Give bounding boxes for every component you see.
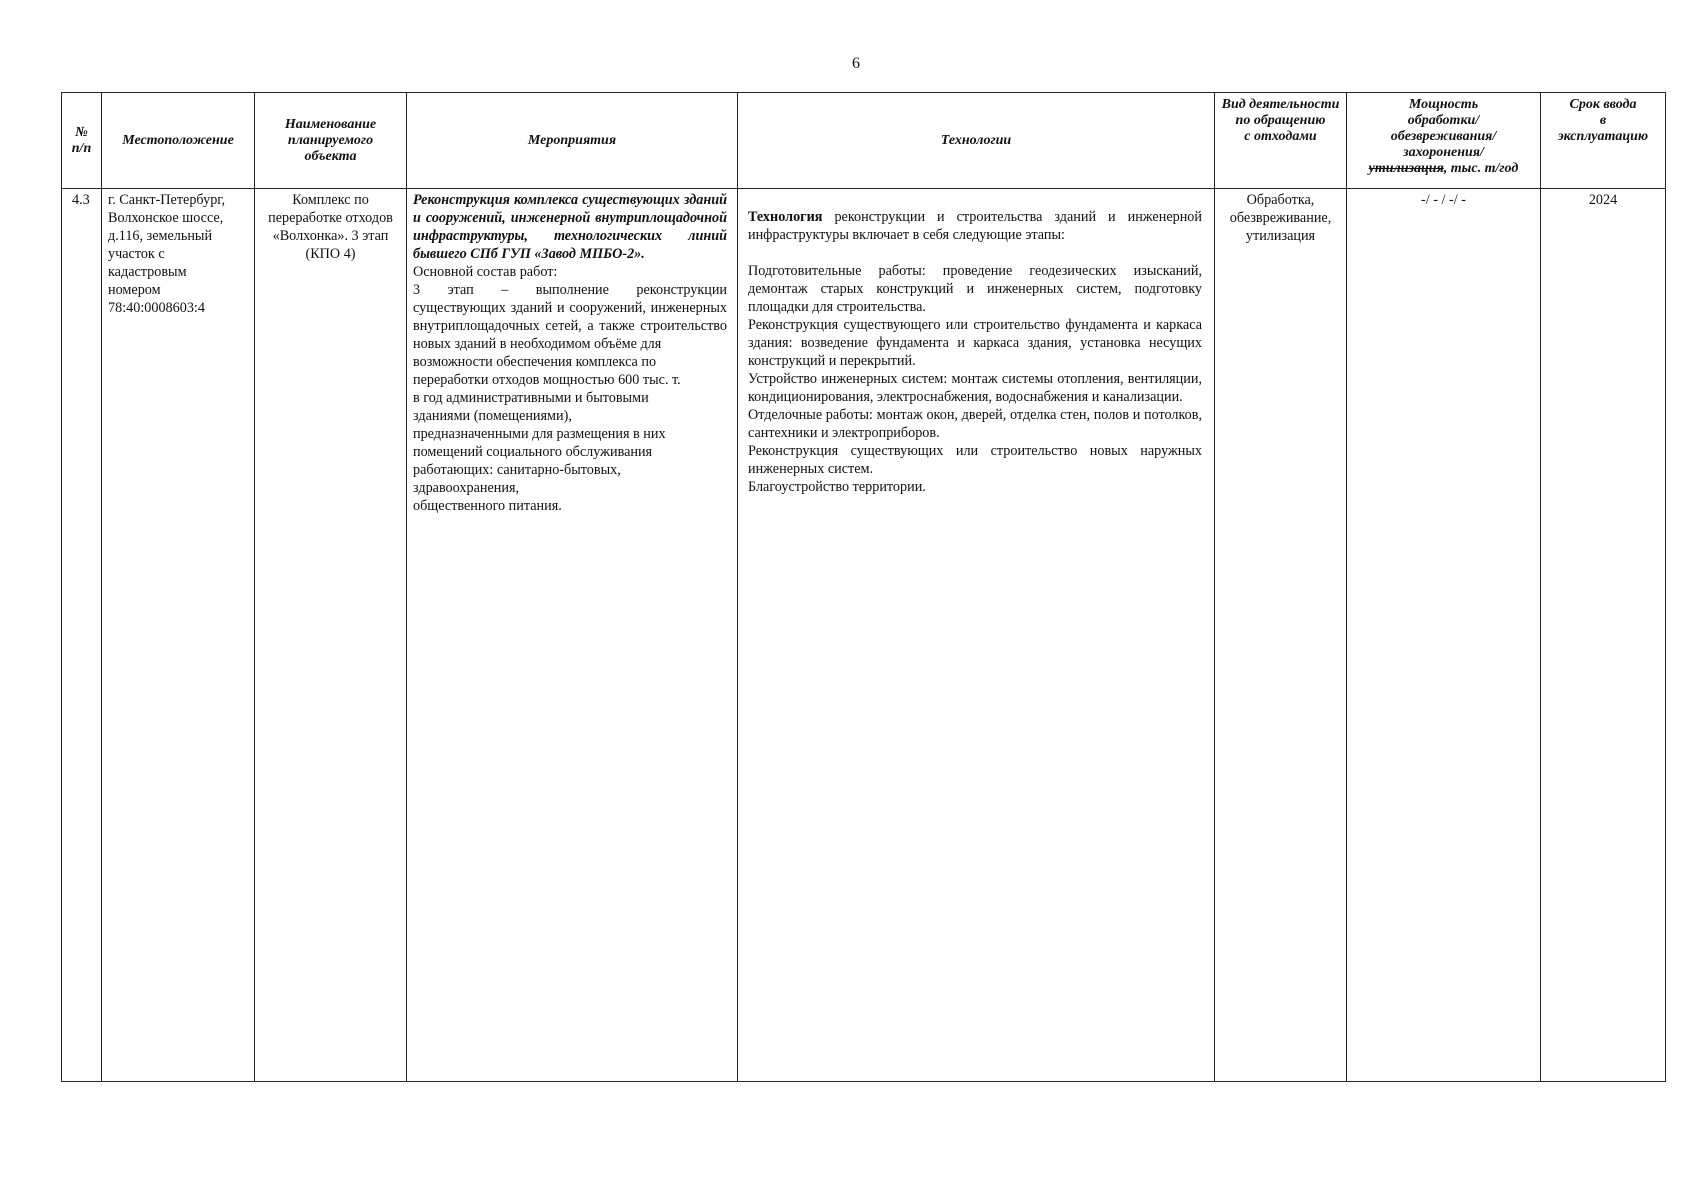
header-object-name: Наименование планируемого объекта xyxy=(255,93,407,189)
objects-table xyxy=(61,92,1666,1082)
tech-step: Реконструкция существующих или строительство новых наружных инженерных систем. xyxy=(748,443,1202,477)
cell-location: г. Санкт-Петербург, Волхонское шоссе, д.116, земельный участок с кадастровым номером 78:40:0008603:4 xyxy=(102,189,255,1082)
tech-step: Благоустройство территории. xyxy=(748,479,926,495)
tech-step: Устройство инженерных систем: монтаж системы отопления, вентиляции, кондиционирования, электроснабжения, водоснабжения и канализации. xyxy=(748,371,1202,405)
cell-capacity: -/ - / -/ - xyxy=(1347,189,1541,1082)
table-header-row xyxy=(62,93,1666,189)
page-number: 6 xyxy=(852,55,860,72)
table-row xyxy=(62,189,1666,1082)
header-location: Местоположение xyxy=(102,93,255,189)
tech-intro-bold: Технология xyxy=(748,209,823,225)
capacity-struck-word: утилизация xyxy=(1368,161,1444,176)
cell-activity-type: Обработка, обезвреживание, утилизация xyxy=(1215,189,1347,1082)
cell-technologies: Технология реконструкции и строительства зданий и инженерной инфраструктуры включает в себя следующие этапы: Подготовительные работы: проведение геодезических изысканий, демонтаж старых конструкций и инженерных систем, подготовку площадки для строительства. Реконструкция существующего или строительство фундамента и каркаса здания: возведение фундамента и каркаса здания, установка несущих конструкций и перекрытий. Устройство инженерных систем: монтаж системы отопления, вентиляции, кондиционирования, электроснабжения, водоснабжения и канализации. Отделочные работы: монтаж окон, дверей, отделка стен, полов и потолков, сантехники и электроприборов. Реконструкция существующих или строительство новых наружных инженерных систем. Благоустройство территории. xyxy=(738,189,1215,1082)
measures-title: Реконструкция комплекса существующих зданий и сооружений, инженерной внутриплощадочной инфраструктуры, технологических линий бывшего СПб ГУП «Завод МПБО-2». xyxy=(413,192,727,262)
tech-step: Отделочные работы: монтаж окон, дверей, отделка стен, полов и потолков, сантехники и электроприборов. xyxy=(748,407,1202,441)
cell-num: 4.3 xyxy=(62,189,102,1082)
cell-commissioning-year: 2024 xyxy=(1541,189,1666,1082)
header-num: № п/п xyxy=(62,93,102,189)
header-technologies: Технологии xyxy=(738,93,1215,189)
header-measures: Мероприятия xyxy=(407,93,738,189)
cell-object-name: Комплекс по переработке отходов «Волхонка». 3 этап (КПО 4) xyxy=(255,189,407,1082)
header-activity-type: Вид деятельности по обращению с отходами xyxy=(1215,93,1347,189)
header-capacity: Мощность обработки/ обезвреживания/ захоронения/ утилизация, тыс. т/год xyxy=(1347,93,1541,189)
cell-measures: Реконструкция комплекса существующих зданий и сооружений, инженерной внутриплощадочной инфраструктуры, технологических линий бывшего СПб ГУП «Завод МПБО-2». Основной состав работ: 3 этап – выполнение реконструкции существующих зданий и сооружений, инженерных внутриплощадочных сетей, а также строительство новых зданий в необходимом объёме для возможности обеспечения комплекса по переработки отходов мощностью 600 тыс. т. в год административными и бытовыми зданиями (помещениями), предназначенными для размещения в них помещений социального обслуживания работающих: санитарно-бытовых, здравоохранения, общественного питания. xyxy=(407,189,738,1082)
tech-step: Реконструкция существующего или строительство фундамента и каркаса здания: возведение фундамента и каркаса здания, установка несущих конструкций и перекрытий. xyxy=(748,317,1202,369)
header-commissioning-date: Срок ввода в эксплуатацию xyxy=(1541,93,1666,189)
tech-step: Подготовительные работы: проведение геодезических изысканий, демонтаж старых конструкций и инженерных систем, подготовку площадки для строительства. xyxy=(748,263,1202,315)
